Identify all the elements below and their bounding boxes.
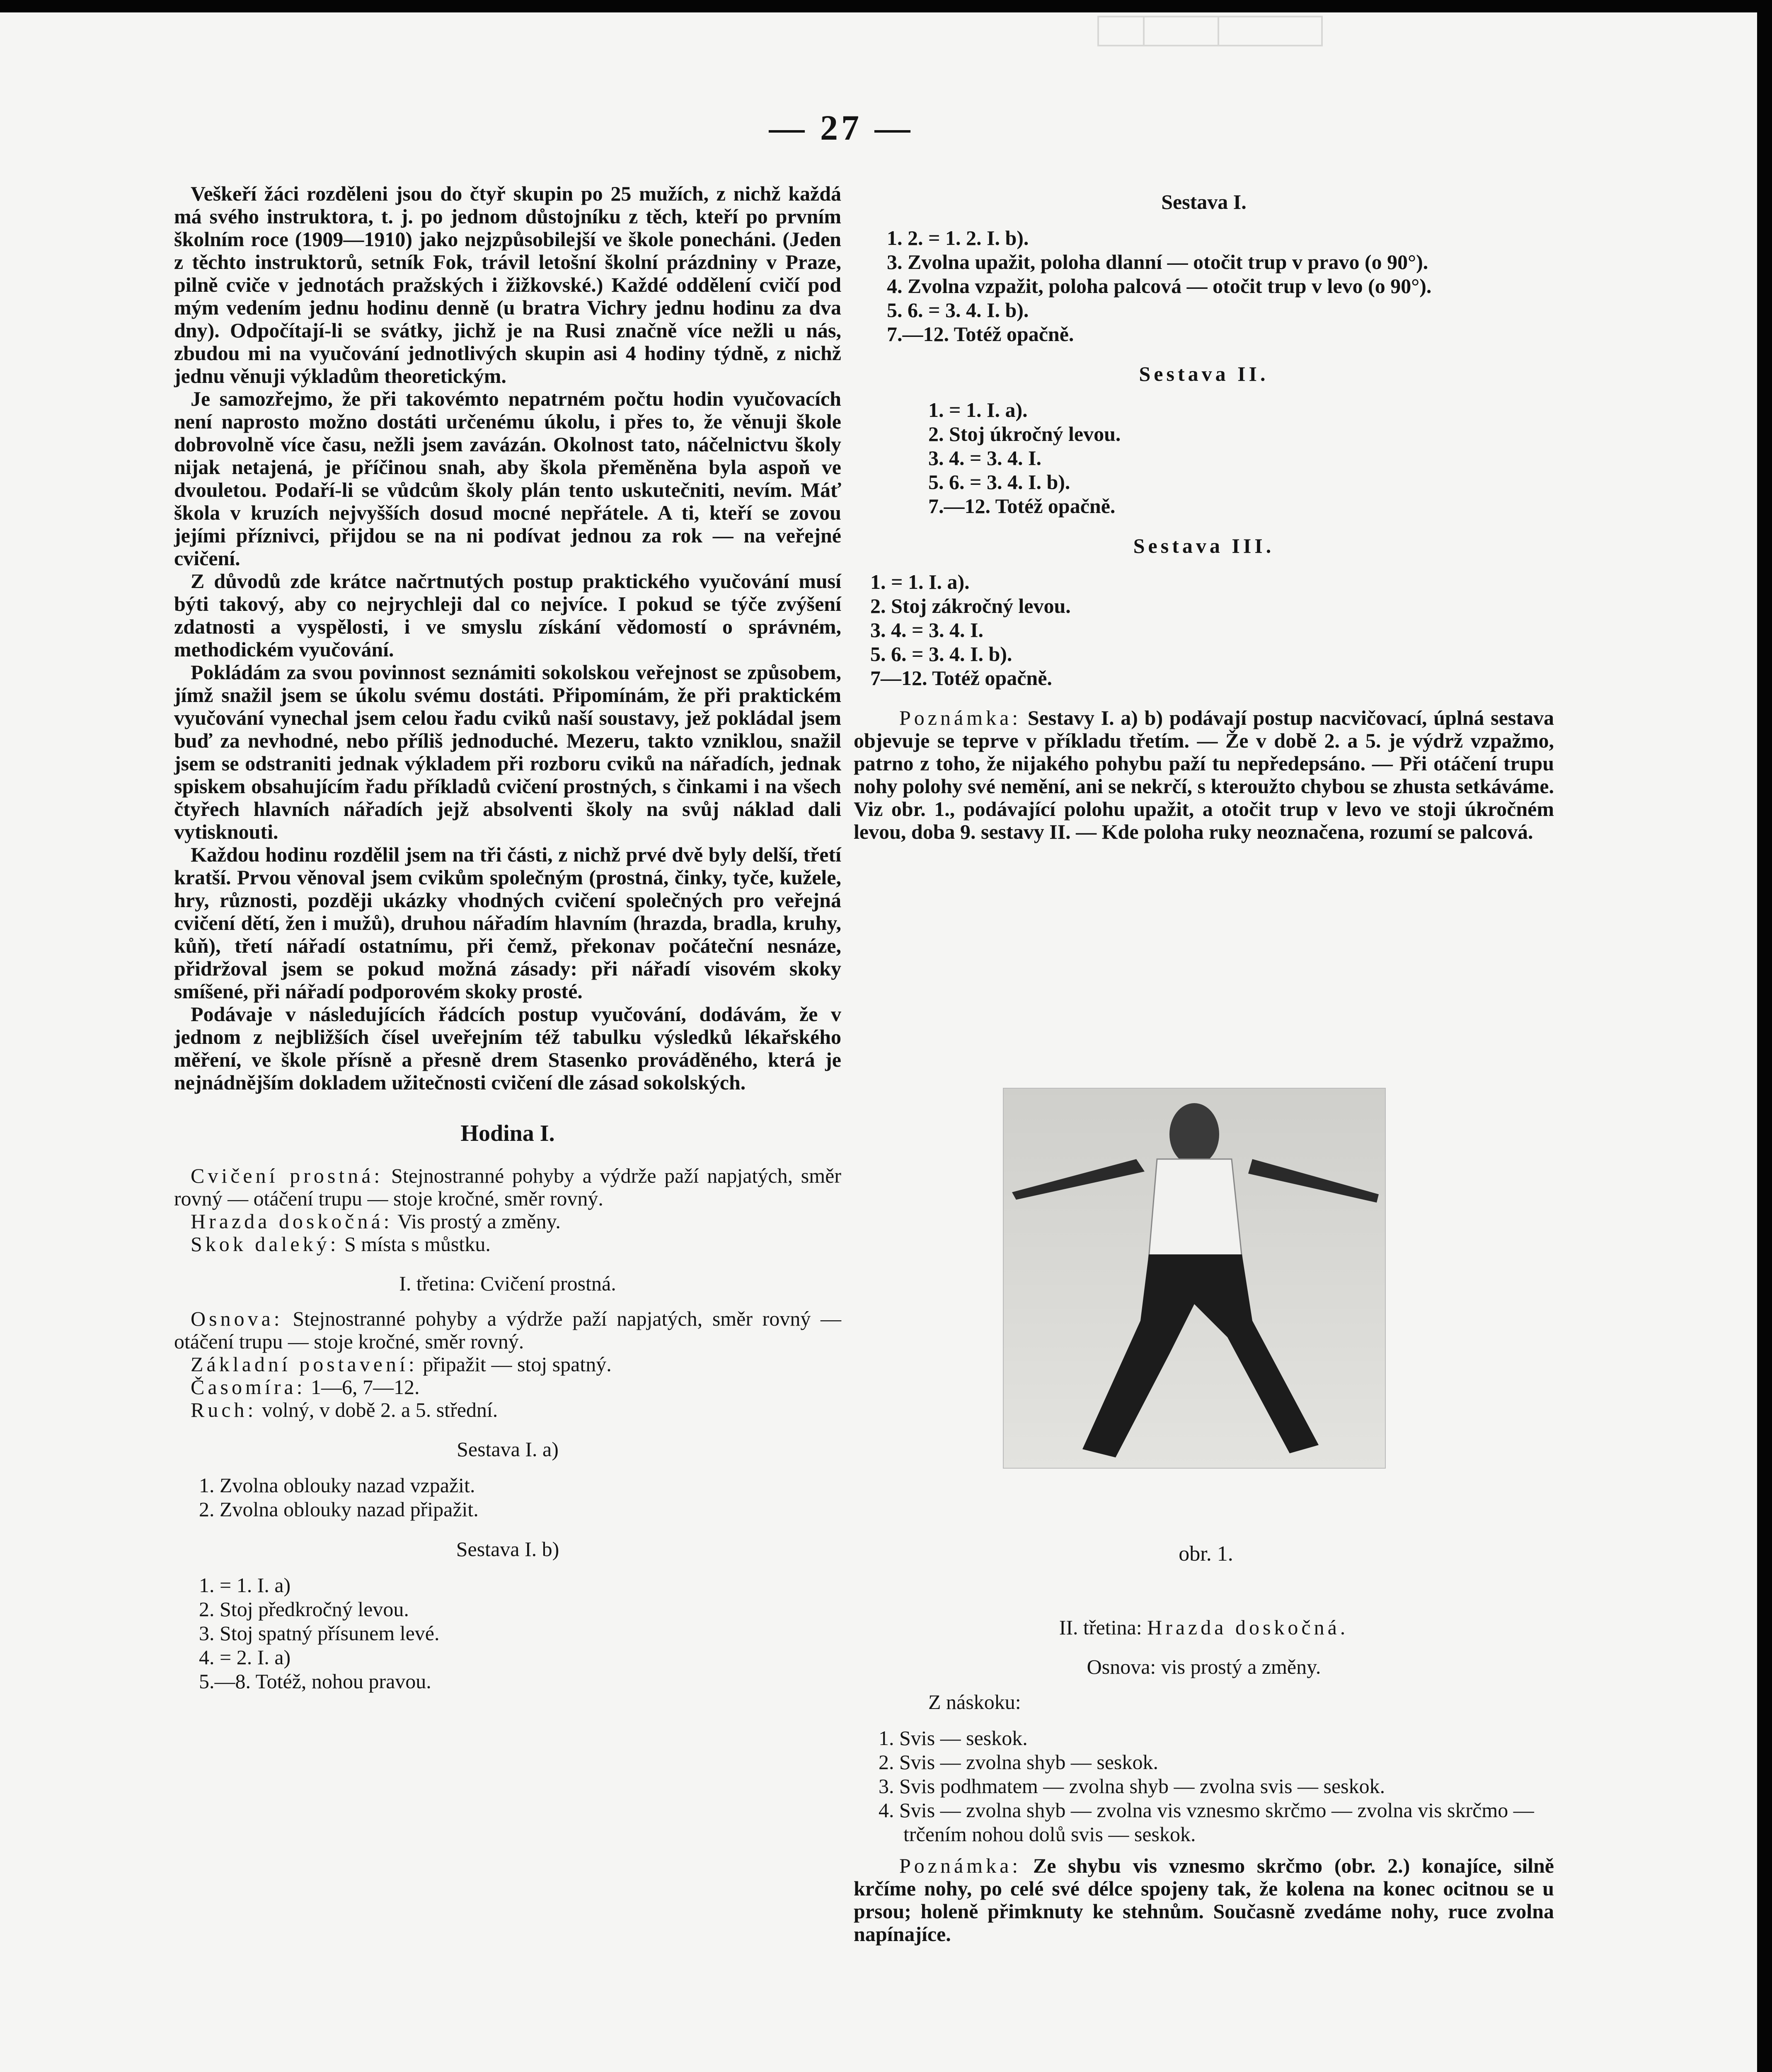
- hodina-line-text: S místa s můstku.: [339, 1232, 491, 1256]
- hodina-line: [174, 1210, 841, 1233]
- list-item: 5. 6. = 3. 4. I. b).: [870, 642, 1012, 666]
- tretina-line-text: 1—6, 7—12.: [305, 1375, 420, 1399]
- sestava-1b-heading: Sestava I. b): [456, 1537, 559, 1561]
- tretina-line: [174, 1376, 841, 1399]
- gymnast-photo: [1003, 1088, 1386, 1469]
- list-item: 1. = 1. I. a).: [870, 570, 970, 593]
- list-item: 2. Stoj zákročný levou.: [870, 594, 1071, 617]
- sestava-2-heading: Sestava II.: [1139, 362, 1269, 385]
- hodina-line-label: Hrazda doskočná:: [191, 1210, 393, 1233]
- poznamka-text: Sestavy I. a) b) podávají postup nacvičovací, úplná sestava objevuje se teprve v příkladu třetím. — Že v době 2. a 5. je výdrž vzpažmo, patrno z toho, že nijakého pohybu paží tu nepředepsáno. — Při otáčení trupu nohy polohy své nemění, ani se nekrčí, s kteroužto chybou se zhusta setkáváme. Viz obr. 1., podávající polohu upažit, a otočit trup v levo ve stoji úkročném levou, doba 9. sestavy II. — Kde poloha ruky neoznačena, rozumí se palcová.: [854, 706, 1554, 843]
- tretina-2-heading: [854, 1616, 1554, 1639]
- list-item: 5. 6. = 3. 4. I. b).: [887, 298, 1029, 322]
- list-item: 1. Svis — seskok.: [879, 1726, 1028, 1750]
- tretina-line: [174, 1307, 841, 1353]
- list-item: 2. Stoj úkročný levou.: [928, 422, 1121, 445]
- list-item: 2. Stoj předkročný levou.: [199, 1598, 409, 1621]
- hodina-line: [174, 1164, 841, 1210]
- list-item: 3. Stoj spatný přísunem levé.: [199, 1622, 440, 1645]
- list-item: 7.—12. Totéž opačně.: [887, 322, 1074, 346]
- paragraph: Pokládám za svou povinnost seznámiti sokolskou veřejnost se způsobem, jímž snažil jsem se úkolu svému dostáti. Připomínám, že při praktickém vyučování vynechal jsem celou řadu cviků naší soustavy, jež pokládal jsem buď za nevhodné, nebo příliš jednoduché. Mezeru, takto vzniklou, snažil jsem se odstraniti jednak výkladem při rozboru cviků na nářadích, jednak spiskem obsahujícím řadu příkladů cvičení prostných, s činkami i na všech čtyřech hlavních nářadích jejž absolventi školy na svůj náklad dali vytisknouti.: [174, 661, 841, 843]
- page-number: — 27 —: [769, 108, 914, 148]
- tretina-2-prefix: II. třetina:: [1059, 1616, 1147, 1639]
- photo-caption: obr. 1.: [1179, 1542, 1233, 1566]
- list-item: 3. 4. = 3. 4. I.: [928, 446, 1041, 470]
- sestava-3-heading: Sestava III.: [1133, 534, 1275, 557]
- tretina-1-heading: I. třetina: Cvičení prostná.: [399, 1272, 616, 1295]
- list-item: 7.—12. Totéž opačně.: [928, 494, 1116, 518]
- tretina-line-label: Časomíra:: [191, 1375, 306, 1399]
- tretina-line-label: Základní postavení:: [191, 1353, 418, 1376]
- poznamka-label: Poznámka:: [899, 1854, 1022, 1877]
- scan-frame-right: [1757, 0, 1772, 2072]
- tretina-line-label: Osnova:: [191, 1307, 283, 1330]
- paragraph: Je samozřejmo, že při takovémto nepatrném počtu hodin vyučovacích není naprosto možno dostáti určenému úkolu, i přes to, že věnuji škole dobrovolně více času, nežli jsem zavázán. Okolnost tato, náčelnictvu školy nijak netajená, je příčinou snah, aby škola přeměněna byla aspoň ve dvouletou. Podaří-li se vůdcům školy plán tento uskutečniti, nevím. Máť škola v kruzích nejvyšších dosud mocné nepřátele. A ti, kteří se zovou jejími příznivci, přijdou se na ni podívat jednou za rok — na veřejné cvičení.: [174, 387, 841, 570]
- list-item: 4. = 2. I. a): [199, 1646, 291, 1669]
- tretina-line-text: připažit — stoj spatný.: [417, 1353, 612, 1376]
- sestava-1-list: [854, 226, 1554, 346]
- scan-frame-top: [0, 0, 1772, 12]
- tretina-line-text: volný, v době 2. a 5. střední.: [257, 1398, 498, 1421]
- tretina-line: [174, 1353, 841, 1376]
- list-item: 2. Svis — zvolna shyb — seskok.: [879, 1750, 1158, 1774]
- gymnast-figure: [1004, 1089, 1385, 1468]
- list-item: 1. Zvolna oblouky nazad vzpažit.: [199, 1474, 475, 1497]
- paragraph: Podávaje v následujících řádcích postup vyučování, dodávám, že v jednom z nejbližších čísel uveřejním též tabulku výsledků lékařského měření, ve škole přísně a přesně drem Stasenko prováděného, která je nejnádnějším dokladem užitečnosti cvičení dle zásad sokolských.: [174, 1002, 841, 1094]
- osnova-label: Osnova: [1087, 1655, 1150, 1678]
- list-item: 1. 2. = 1. 2. I. b).: [887, 226, 1029, 249]
- left-column: [174, 182, 841, 1693]
- hodina-line-label: Skok daleký:: [191, 1232, 339, 1256]
- hodina-line-label: Cvičení prostná:: [191, 1164, 383, 1187]
- z-naskoku-label: Z náskoku:: [928, 1690, 1021, 1714]
- list-item: 7—12. Totéž opačně.: [870, 666, 1052, 690]
- tretina-line: [174, 1399, 841, 1421]
- list-item: 2. Zvolna oblouky nazad připažit.: [199, 1498, 479, 1521]
- list-item: 5. 6. = 3. 4. I. b).: [928, 470, 1070, 494]
- hodina-line-text: Vis prostý a změny.: [392, 1210, 561, 1233]
- list-item: 4. Zvolna vzpažit, poloha palcová — otočit trup v levo (o 90°).: [887, 274, 1432, 298]
- list-item: 3. Zvolna upažit, poloha dlanní — otočit trup v pravo (o 90°).: [887, 250, 1428, 274]
- sestava-3-list: [854, 570, 1554, 690]
- scan-artifact: [1094, 12, 1326, 50]
- hodina-line: [174, 1233, 841, 1256]
- sestava-2-list: [854, 398, 1554, 518]
- list-item: 3. 4. = 3. 4. I.: [870, 618, 983, 641]
- sestava-1a-list: [174, 1473, 841, 1521]
- paragraph: Každou hodinu rozdělil jsem na tři části, z nichž prvé dvě byly delší, třetí kratší. Prvou věnoval jsem cvikům společným (prostná, činky, tyče, kužele, hry, různosti, později ukázky vhodných cvičení společných pro veřejná cvičení dětí, žen i mužů), druhou nářadím hlavním (hrazda, bradla, kruhy, kůň), třetí nářadí ostatnímu, při čemž, překonav počáteční nesnáze, přidržoval jsem se pokud možná zásady: při nářadí visovém skoky smíšené, při nářadí podporovém skoky prosté.: [174, 843, 841, 1003]
- poznamka-1: [854, 707, 1554, 843]
- hodina-line-text: Stejnostranné pohyby a výdrže paží napjatých, směr rovný — otáčení trupu — stoje kročné, směr rovný.: [174, 1164, 841, 1210]
- right-column-lower: [854, 1616, 1554, 1946]
- poznamka-label: Poznámka:: [899, 706, 1022, 729]
- list-item: 5.—8. Totéž, nohou pravou.: [199, 1670, 431, 1693]
- right-column: [854, 182, 1554, 843]
- tretina-2-title: Hrazda doskočná.: [1147, 1616, 1349, 1639]
- paragraph: Z důvodů zde krátce načrtnutých postup praktického vyučování musí býti takový, aby co nejrychleji dal co nejvíce. I pokud se týče zvýšení zdatnosti a vyspělosti, i ve smyslu získání vědomostí o správném, methodickém vyučování.: [174, 569, 841, 661]
- list-item: 4. Svis — zvolna shyb — zvolna vis vznesmo skrčmo — zvolna vis skrčmo — trčením nohou dolů svis — seskok.: [879, 1798, 1534, 1846]
- list-item: 1. = 1. I. a): [199, 1573, 291, 1597]
- osnova-text: : vis prostý a změny.: [1150, 1655, 1321, 1678]
- osnova-line: [854, 1656, 1554, 1678]
- sestava-1a-heading: Sestava I. a): [457, 1438, 559, 1461]
- poznamka-2: [854, 1854, 1554, 1946]
- section-heading-hodina: Hodina I.: [460, 1121, 555, 1146]
- paragraph: Veškeří žáci rozděleni jsou do čtyř skupin po 25 mužích, z nichž každá má svého instruktora, t. j. po jednom důstojníku z těch, kteří po prvním školním roce (1909—1910) jako nejzpůsobilejší ve škole ponecháni. (Jeden z těchto instruktorů, setník Fok, trávil letošní školní prázdniny v Praze, pilně cviče v jednotách pražských i žižkovské.) Každé oddělení cvičí pod mým vedením jednu hodinu denně (u bratra Vichry jednu hodinu za dva dny). Odpočítají-li se svátky, jichž je na Rusi značně více nežli u nás, zbudou mi na vyučování jednotlivých skupin asi 4 hodiny týdně, z nichž jednu věnuji výkladům theoretickým.: [174, 182, 841, 387]
- naskok-list: [854, 1726, 1554, 1846]
- sestava-1b-list: [174, 1573, 841, 1693]
- tretina-line-text: Stejnostranné pohyby a výdrže paží napjatých, směr rovný — otáčení trupu — stoje kročné, směr rovný.: [174, 1307, 841, 1353]
- list-item: 1. = 1. I. a).: [928, 398, 1028, 421]
- poznamka-text: Ze shybu vis vznesmo skrčmo (obr. 2.) konajíce, silně krčíme nohy, po celé své délce spojeny tak, že kolena na konec ocitnou se u prsou; holeně přimknuty ke stehnům. Současně zvedáme nohy, ruce zvolna napínajíce.: [854, 1854, 1554, 1946]
- list-item: 3. Svis podhmatem — zvolna shyb — zvolna svis — seskok.: [879, 1774, 1385, 1798]
- sestava-1-heading: Sestava I.: [1161, 190, 1247, 213]
- tretina-line-label: Ruch:: [191, 1398, 257, 1421]
